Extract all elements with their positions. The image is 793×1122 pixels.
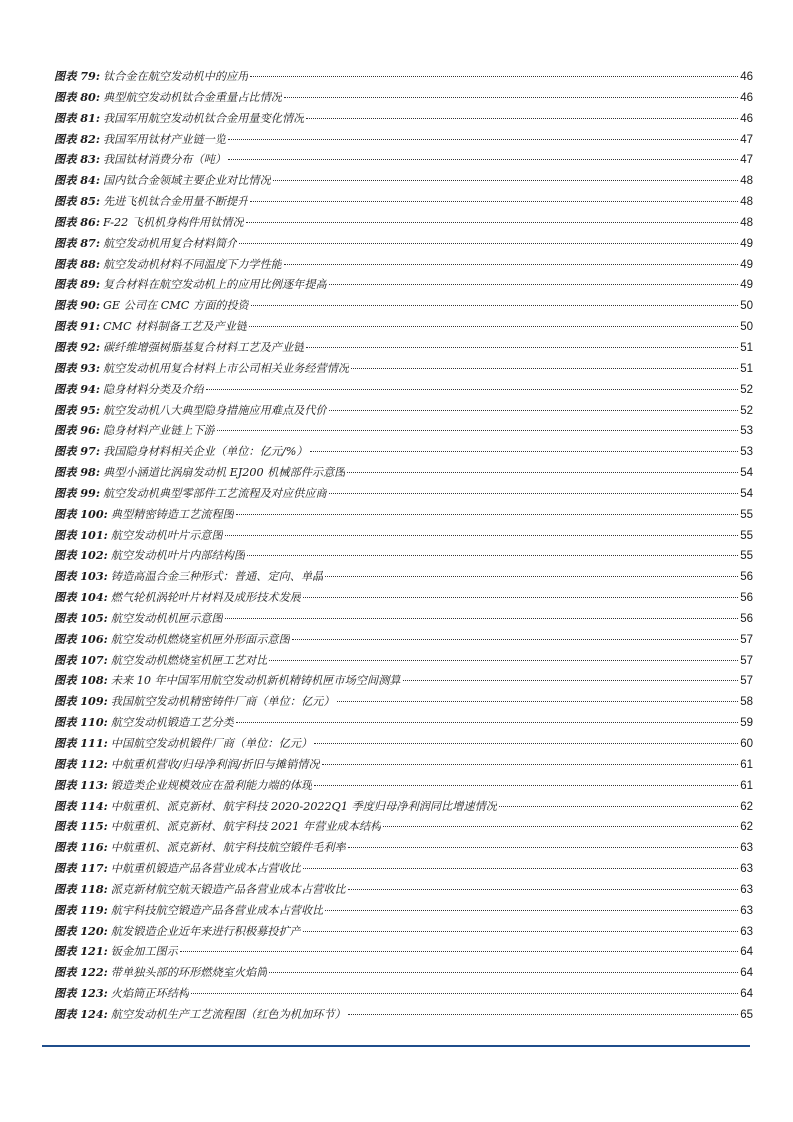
- dot-leader: [217, 430, 738, 431]
- toc-entry[interactable]: [54, 754, 753, 775]
- dot-leader: [329, 284, 738, 285]
- figure-title: 燃气轮机涡轮叶片材料及成形技术发展: [110, 591, 301, 605]
- page-number: 58: [740, 696, 753, 709]
- figure-label: 图表 113:: [54, 777, 108, 792]
- toc-entry[interactable]: [54, 504, 753, 525]
- toc-entry[interactable]: [54, 712, 753, 733]
- dot-leader: [284, 264, 738, 265]
- dot-leader: [250, 76, 738, 77]
- figure-title: 未来 10 年中国军用航空发动机新机精铸机匣市场空间测算: [110, 674, 401, 688]
- page-number: 56: [740, 571, 753, 584]
- page-number: 64: [740, 967, 753, 980]
- dot-leader: [499, 806, 738, 807]
- page-number: 47: [740, 154, 753, 167]
- figure-title: 铸造高温合金三种形式：普通、定向、单晶: [110, 570, 324, 584]
- toc-entry[interactable]: [54, 629, 753, 650]
- toc-entry[interactable]: [54, 670, 753, 691]
- figure-title: 复合材料在航空发动机上的应用比例逐年提高: [102, 278, 327, 292]
- dot-leader: [269, 972, 738, 973]
- page-number: 63: [740, 925, 753, 938]
- toc-entry[interactable]: [54, 212, 753, 233]
- toc-entry[interactable]: [54, 149, 753, 170]
- figure-title: 典型小涵道比涡扇发动机 EJ200 机械部件示意图: [102, 466, 346, 480]
- figure-label: 图表 82:: [54, 131, 100, 146]
- toc-entry[interactable]: [54, 420, 753, 441]
- page-number: 64: [740, 988, 753, 1001]
- figure-title: 我国航空发动机精密铸件厂商（单位：亿元）: [110, 695, 335, 709]
- toc-entry[interactable]: [54, 775, 753, 796]
- figure-label: 图表 86:: [54, 214, 100, 229]
- figure-label: 图表 79:: [54, 69, 100, 83]
- figure-title: 航宇科技航空锻造产品各营业成本占营收比: [110, 903, 324, 917]
- toc-entry[interactable]: [54, 691, 753, 712]
- dot-leader: [306, 118, 738, 119]
- dot-leader: [329, 410, 738, 411]
- page-number: 49: [740, 258, 753, 271]
- figure-label: 图表 120:: [54, 923, 108, 938]
- figure-title: 碳纤维增强树脂基复合材料工艺及产业链: [102, 340, 305, 354]
- figure-title: 航空发动机叶片内部结构图: [110, 549, 246, 563]
- figure-label: 图表 102:: [54, 548, 108, 563]
- toc-entry[interactable]: [54, 796, 753, 817]
- page-number: 46: [740, 112, 753, 125]
- toc-entry[interactable]: [54, 816, 753, 837]
- dot-leader: [225, 618, 739, 619]
- figure-title: 航空发动机用复合材料简介: [102, 236, 238, 250]
- dot-leader: [250, 201, 738, 202]
- dot-leader: [314, 743, 738, 744]
- figure-label: 图表 117:: [54, 861, 108, 876]
- page-number: 53: [740, 425, 753, 438]
- figure-label: 图表 98:: [54, 465, 100, 480]
- dot-leader: [236, 514, 738, 515]
- figure-label: 图表 108:: [54, 673, 108, 688]
- dot-leader: [325, 576, 738, 577]
- dot-leader: [180, 951, 738, 952]
- figure-title: 中航重机锻造产品各营业成本占营收比: [110, 862, 301, 876]
- figure-title: 国内钛合金领域主要企业对比情况: [102, 174, 271, 188]
- toc-entry[interactable]: [54, 525, 753, 546]
- toc-entry[interactable]: [54, 337, 753, 358]
- page-number: 51: [740, 362, 753, 375]
- dot-leader: [273, 180, 738, 181]
- figure-label: 图表 114:: [54, 798, 108, 813]
- page-number: 61: [740, 758, 753, 771]
- figure-label: 图表 88:: [54, 256, 100, 271]
- page-number: 60: [740, 738, 753, 750]
- dot-leader: [337, 701, 739, 702]
- toc-entry[interactable]: [54, 483, 753, 504]
- page-number: 48: [740, 196, 753, 209]
- page-number: 59: [740, 717, 753, 730]
- figure-title: 锻造类企业规模效应在盈利能力端的体现: [110, 778, 313, 792]
- page-number: 48: [740, 175, 753, 188]
- figure-title: 航空发动机生产工艺流程图（红色为机加环节）: [110, 1007, 346, 1021]
- dot-leader: [284, 97, 738, 98]
- dot-leader: [403, 680, 739, 681]
- dot-leader: [303, 868, 738, 869]
- figure-label: 图表 122:: [54, 965, 108, 980]
- dot-leader: [351, 368, 738, 369]
- figure-label: 图表 99:: [54, 485, 100, 500]
- figure-title: 航发锻造企业近年来进行积极募投扩产: [110, 924, 301, 938]
- figure-title: 派克新材航空航天锻造产品各营业成本占营收比: [110, 882, 346, 896]
- figure-label: 图表 81:: [54, 110, 100, 125]
- toc-entry[interactable]: [54, 379, 753, 400]
- figure-label: 图表 96:: [54, 423, 100, 438]
- page-number: 46: [740, 71, 753, 83]
- figure-label: 图表 105:: [54, 610, 108, 625]
- page-number: 55: [740, 550, 753, 563]
- page-number: 61: [740, 779, 753, 792]
- table-of-figures: [54, 66, 753, 1025]
- page-number: 65: [740, 1008, 753, 1021]
- dot-leader: [306, 347, 738, 348]
- dot-leader: [383, 826, 738, 827]
- page-number: 56: [740, 612, 753, 625]
- figure-title: 中航重机、派克新材、航宇科技 2020-2022Q1 季度归母净利润同比增速情况: [110, 799, 497, 813]
- page-number: 63: [740, 904, 753, 917]
- figure-label: 图表 93:: [54, 360, 100, 375]
- page-number: 55: [740, 529, 753, 542]
- dot-leader: [228, 139, 738, 140]
- dot-leader: [246, 222, 739, 223]
- toc-entry[interactable]: [54, 587, 753, 608]
- figure-label: 图表 110:: [54, 715, 108, 730]
- figure-label: 图表 87:: [54, 235, 100, 250]
- dot-leader: [251, 305, 738, 306]
- figure-title: 我国钛材消费分布（吨）: [102, 153, 227, 167]
- figure-title: 航空发动机燃烧室机匣工艺对比: [110, 653, 268, 667]
- toc-entry[interactable]: [54, 462, 753, 483]
- figure-title: 隐身材料产业链上下游: [102, 424, 215, 438]
- figure-title: 隐身材料分类及介绍: [102, 382, 204, 396]
- page-number: 63: [740, 883, 753, 896]
- toc-entry[interactable]: [54, 358, 753, 379]
- dot-leader: [269, 660, 738, 661]
- figure-title: 我国隐身材料相关企业（单位：亿元/%）: [102, 445, 308, 459]
- dot-leader: [236, 722, 738, 723]
- page-number: 51: [740, 341, 753, 354]
- figure-title: F-22 飞机机身构件用钛情况: [102, 215, 244, 229]
- toc-entry[interactable]: [54, 962, 753, 983]
- figure-label: 图表 109:: [54, 694, 108, 709]
- toc-entry[interactable]: [54, 858, 753, 879]
- dot-leader: [310, 451, 739, 452]
- page-number: 47: [740, 133, 753, 146]
- figure-label: 图表 84:: [54, 173, 100, 188]
- page-number: 46: [740, 91, 753, 104]
- figure-title: CMC 材料制备工艺及产业链: [102, 320, 247, 334]
- dot-leader: [347, 472, 738, 473]
- page-number: 62: [740, 800, 753, 813]
- figure-label: 图表 124:: [54, 1006, 108, 1021]
- dot-leader: [303, 931, 738, 932]
- dot-leader: [303, 597, 738, 598]
- figure-label: 图表 107:: [54, 652, 108, 667]
- figure-title: 航空发动机材料不同温度下力学性能: [102, 257, 282, 271]
- toc-entry[interactable]: [54, 1004, 753, 1025]
- figure-label: 图表 95:: [54, 402, 100, 417]
- toc-entry[interactable]: [54, 879, 753, 900]
- toc-entry[interactable]: [54, 87, 753, 108]
- toc-entry[interactable]: [54, 295, 753, 316]
- figure-label: 图表 116:: [54, 840, 108, 855]
- toc-entry[interactable]: [54, 441, 753, 462]
- dot-leader: [206, 389, 739, 390]
- page-number: 55: [740, 508, 753, 521]
- toc-entry[interactable]: [54, 254, 753, 275]
- toc-entry[interactable]: [54, 733, 753, 754]
- figure-title: 我国军用钛材产业链一览: [102, 132, 227, 146]
- figure-title: 带单独头部的环形燃烧室火焰筒: [110, 966, 268, 980]
- toc-entry[interactable]: [54, 274, 753, 295]
- toc-entry[interactable]: [54, 566, 753, 587]
- page-number: 53: [740, 446, 753, 459]
- dot-leader: [292, 639, 738, 640]
- dot-leader: [228, 159, 738, 160]
- page-number: 56: [740, 592, 753, 605]
- dot-leader: [249, 326, 738, 327]
- dot-leader: [348, 847, 738, 848]
- dot-leader: [348, 1014, 738, 1015]
- figure-label: 图表 104:: [54, 590, 108, 605]
- page-number: 54: [740, 487, 753, 500]
- figure-title: 钣金加工图示: [110, 945, 178, 959]
- figure-title: 航空发动机典型零部件工艺流程及对应供应商: [102, 486, 327, 500]
- page-number: 57: [740, 633, 753, 646]
- toc-entry[interactable]: [54, 545, 753, 566]
- figure-title: 航空发动机机匣示意图: [110, 611, 223, 625]
- dot-leader: [329, 493, 738, 494]
- figure-title: GE 公司在 CMC 方面的投资: [102, 299, 249, 313]
- page-number: 49: [740, 237, 753, 250]
- figure-label: 图表 121:: [54, 944, 108, 959]
- page-number: 52: [740, 404, 753, 417]
- page-number: 48: [740, 216, 753, 229]
- page-number: 63: [740, 863, 753, 876]
- dot-leader: [322, 764, 739, 765]
- figure-label: 图表 115:: [54, 819, 108, 834]
- figure-label: 图表 91:: [54, 319, 100, 334]
- footer-divider: [42, 1045, 750, 1047]
- figure-title: 航空发动机燃烧室机匣外形面示意图: [110, 632, 290, 646]
- page-number: 54: [740, 467, 753, 480]
- toc-entry[interactable]: [54, 900, 753, 921]
- figure-label: 图表 123:: [54, 986, 108, 1001]
- figure-label: 图表 97:: [54, 444, 100, 459]
- page-number: 64: [740, 946, 753, 959]
- toc-entry[interactable]: [54, 837, 753, 858]
- toc-entry[interactable]: [54, 66, 753, 87]
- figure-label: 图表 94:: [54, 381, 100, 396]
- figure-label: 图表 118:: [54, 881, 108, 896]
- dot-leader: [314, 785, 738, 786]
- figure-title: 航空发动机八大典型隐身措施应用难点及代价: [102, 403, 327, 417]
- page-number: 49: [740, 279, 753, 292]
- figure-label: 图表 100:: [54, 506, 108, 521]
- dot-leader: [325, 910, 738, 911]
- figure-title: 中航重机、派克新材、航宇科技 2021 年营业成本结构: [110, 820, 382, 834]
- toc-entry[interactable]: [54, 191, 753, 212]
- toc-entry[interactable]: [54, 983, 753, 1004]
- figure-title: 钛合金在航空发动机中的应用: [102, 70, 249, 83]
- figure-label: 图表 90:: [54, 298, 100, 313]
- dot-leader: [225, 535, 739, 536]
- figure-label: 图表 92:: [54, 339, 100, 354]
- figure-title: 中航重机、派克新材、航宇科技航空锻件毛利率: [110, 841, 346, 855]
- figure-label: 图表 101:: [54, 527, 108, 542]
- figure-title: 先进飞机钛合金用量不断提升: [102, 195, 249, 209]
- figure-title: 航空发动机用复合材料上市公司相关业务经营情况: [102, 361, 350, 375]
- figure-label: 图表 103:: [54, 569, 108, 584]
- toc-entry[interactable]: [54, 108, 753, 129]
- figure-label: 图表 83:: [54, 152, 100, 167]
- dot-leader: [191, 993, 738, 994]
- figure-label: 图表 106:: [54, 631, 108, 646]
- figure-title: 典型航空发动机钛合金重量占比情况: [102, 90, 282, 104]
- toc-entry[interactable]: [54, 608, 753, 629]
- figure-title: 典型精密铸造工艺流程图: [110, 507, 234, 521]
- toc-entry[interactable]: [54, 233, 753, 254]
- toc-entry[interactable]: [54, 129, 753, 150]
- toc-entry[interactable]: [54, 650, 753, 671]
- page-number: 57: [740, 654, 753, 667]
- toc-entry[interactable]: [54, 941, 753, 962]
- dot-leader: [247, 555, 738, 556]
- page-number: 50: [740, 300, 753, 313]
- figure-title: 火焰筒正环结构: [110, 987, 190, 1001]
- dot-leader: [239, 243, 738, 244]
- page-number: 50: [740, 321, 753, 334]
- figure-label: 图表 112:: [54, 756, 108, 771]
- dot-leader: [348, 889, 738, 890]
- figure-label: 图表 119:: [54, 902, 108, 917]
- page-number: 63: [740, 842, 753, 855]
- toc-entry[interactable]: [54, 316, 753, 337]
- page-number: 62: [740, 821, 753, 834]
- figure-label: 图表 89:: [54, 277, 100, 292]
- figure-title: 航空发动机锻造工艺分类: [110, 716, 234, 730]
- toc-entry[interactable]: [54, 170, 753, 191]
- figure-title: 我国军用航空发动机钛合金用量变化情况: [102, 111, 305, 125]
- figure-label: 图表 111:: [54, 736, 108, 750]
- page-number: 52: [740, 383, 753, 396]
- figure-title: 航空发动机叶片示意图: [110, 528, 223, 542]
- toc-entry[interactable]: [54, 400, 753, 421]
- figure-title: 中国航空发动机锻件厂商（单位：亿元）: [110, 737, 313, 750]
- figure-label: 图表 85:: [54, 194, 100, 209]
- figure-title: 中航重机营收/归母净利润/折旧与摊销情况: [110, 757, 320, 771]
- figure-label: 图表 80:: [54, 89, 100, 104]
- page-number: 57: [740, 675, 753, 688]
- toc-entry[interactable]: [54, 921, 753, 942]
